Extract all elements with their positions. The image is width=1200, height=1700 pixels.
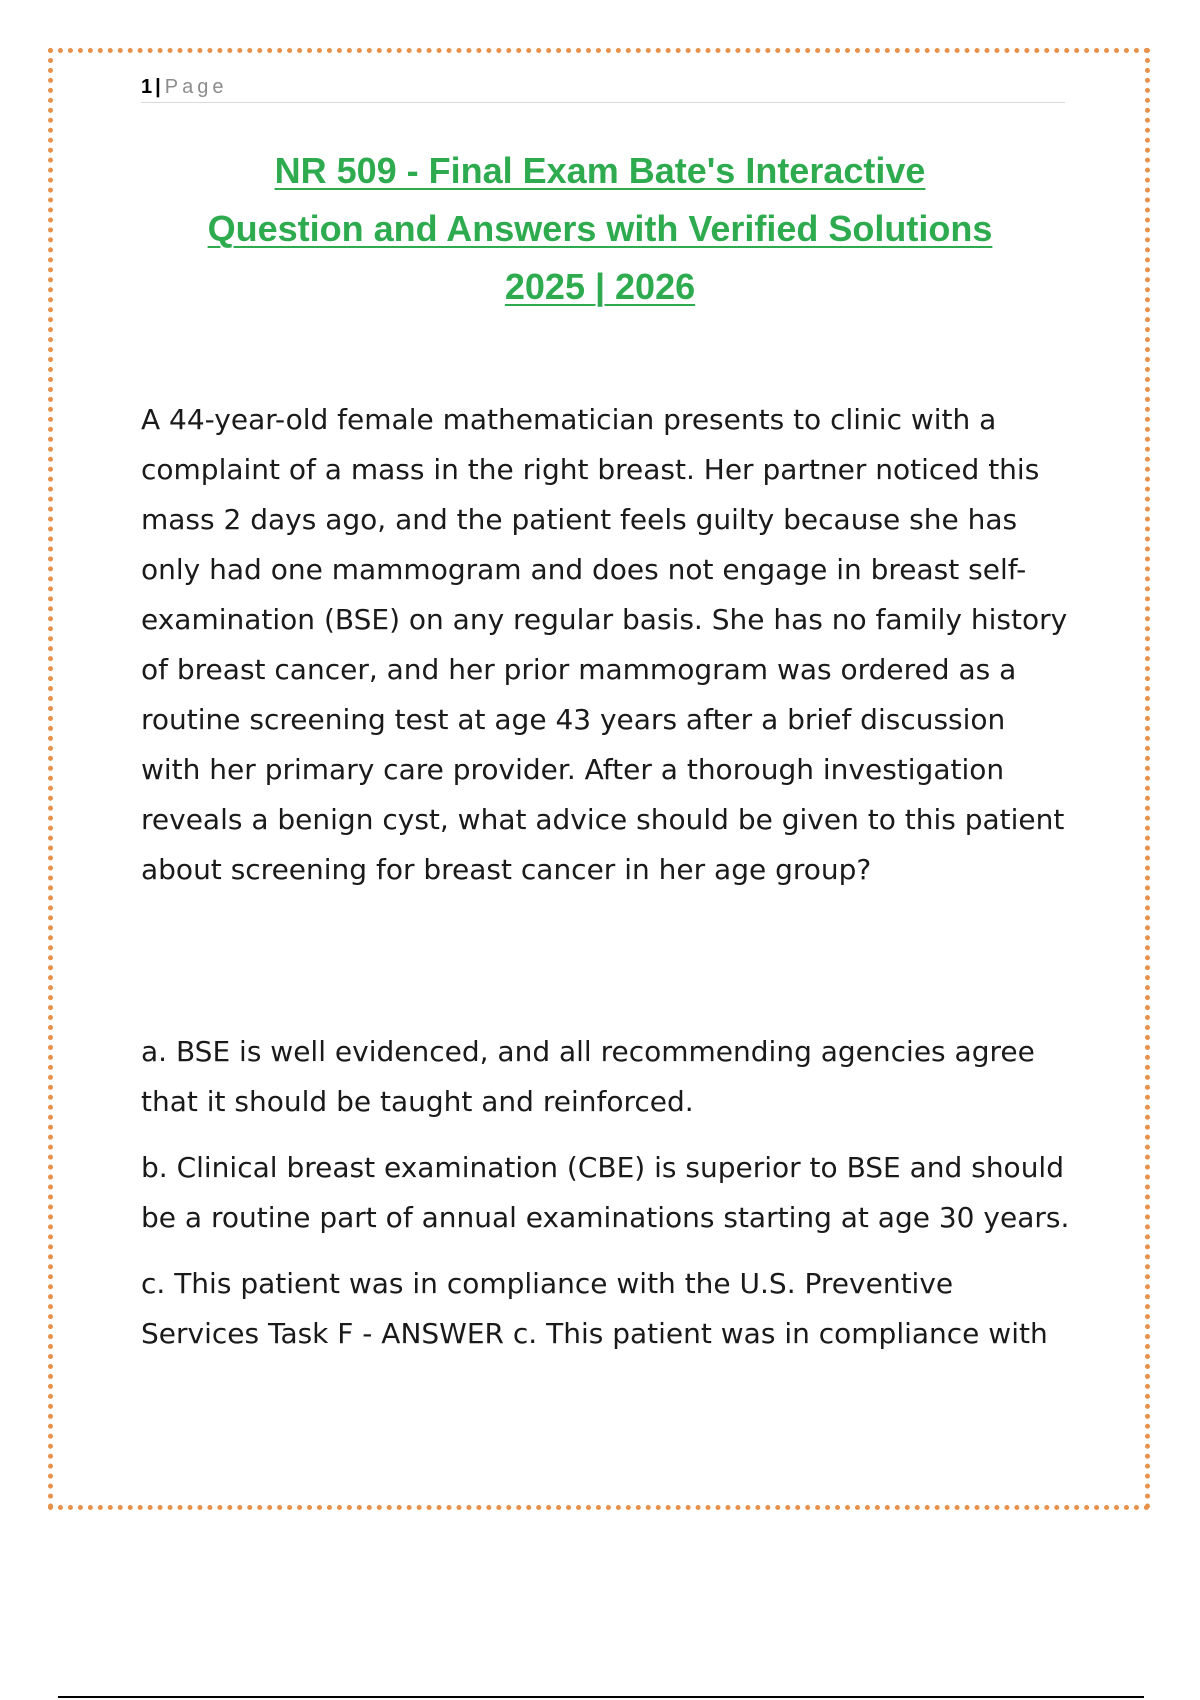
page-number: 1 [141, 76, 153, 98]
answer-option-b: b. Clinical breast examination (CBE) is superior to BSE and should be a routine part of annual examinations starting at age 30 years. [141, 1151, 1070, 1234]
title-line-3: 2025 | 2026 [504, 266, 696, 307]
page-header [141, 74, 1065, 103]
answer-option-a: a. BSE is well evidenced, and all recommending agencies agree that it should be taught and reinforced. [141, 1035, 1035, 1118]
title-line-2: Question and Answers with Verified Solutions [207, 208, 993, 249]
title-line-1: NR 509 - Final Exam Bate's Interactive [274, 150, 926, 191]
footer-rule [58, 1696, 1144, 1698]
answer-options [141, 1027, 1071, 1375]
page-label: Page [164, 76, 228, 98]
answer-option-c: c. This patient was in compliance with the U.S. Preventive Services Task F - ANSWER c. This patient was in compliance with [141, 1267, 1048, 1350]
document-title [130, 142, 1070, 316]
page-separator: | [155, 76, 161, 98]
question-text: A 44-year-old female mathematician presents to clinic with a complaint of a mass in the right breast. Her partner noticed this mass 2 days ago, and the patient feels guilty because she has only had one mammogram and does not engage in breast self-examination (BSE) on any regular basis. She has no family history of breast cancer, and her prior mammogram was ordered as a routine screening test at age 43 years after a brief discussion with her primary care provider. After a thorough investigation reveals a benign cyst, what advice should be given to this patient about screening for breast cancer in her age group? [141, 403, 1068, 886]
